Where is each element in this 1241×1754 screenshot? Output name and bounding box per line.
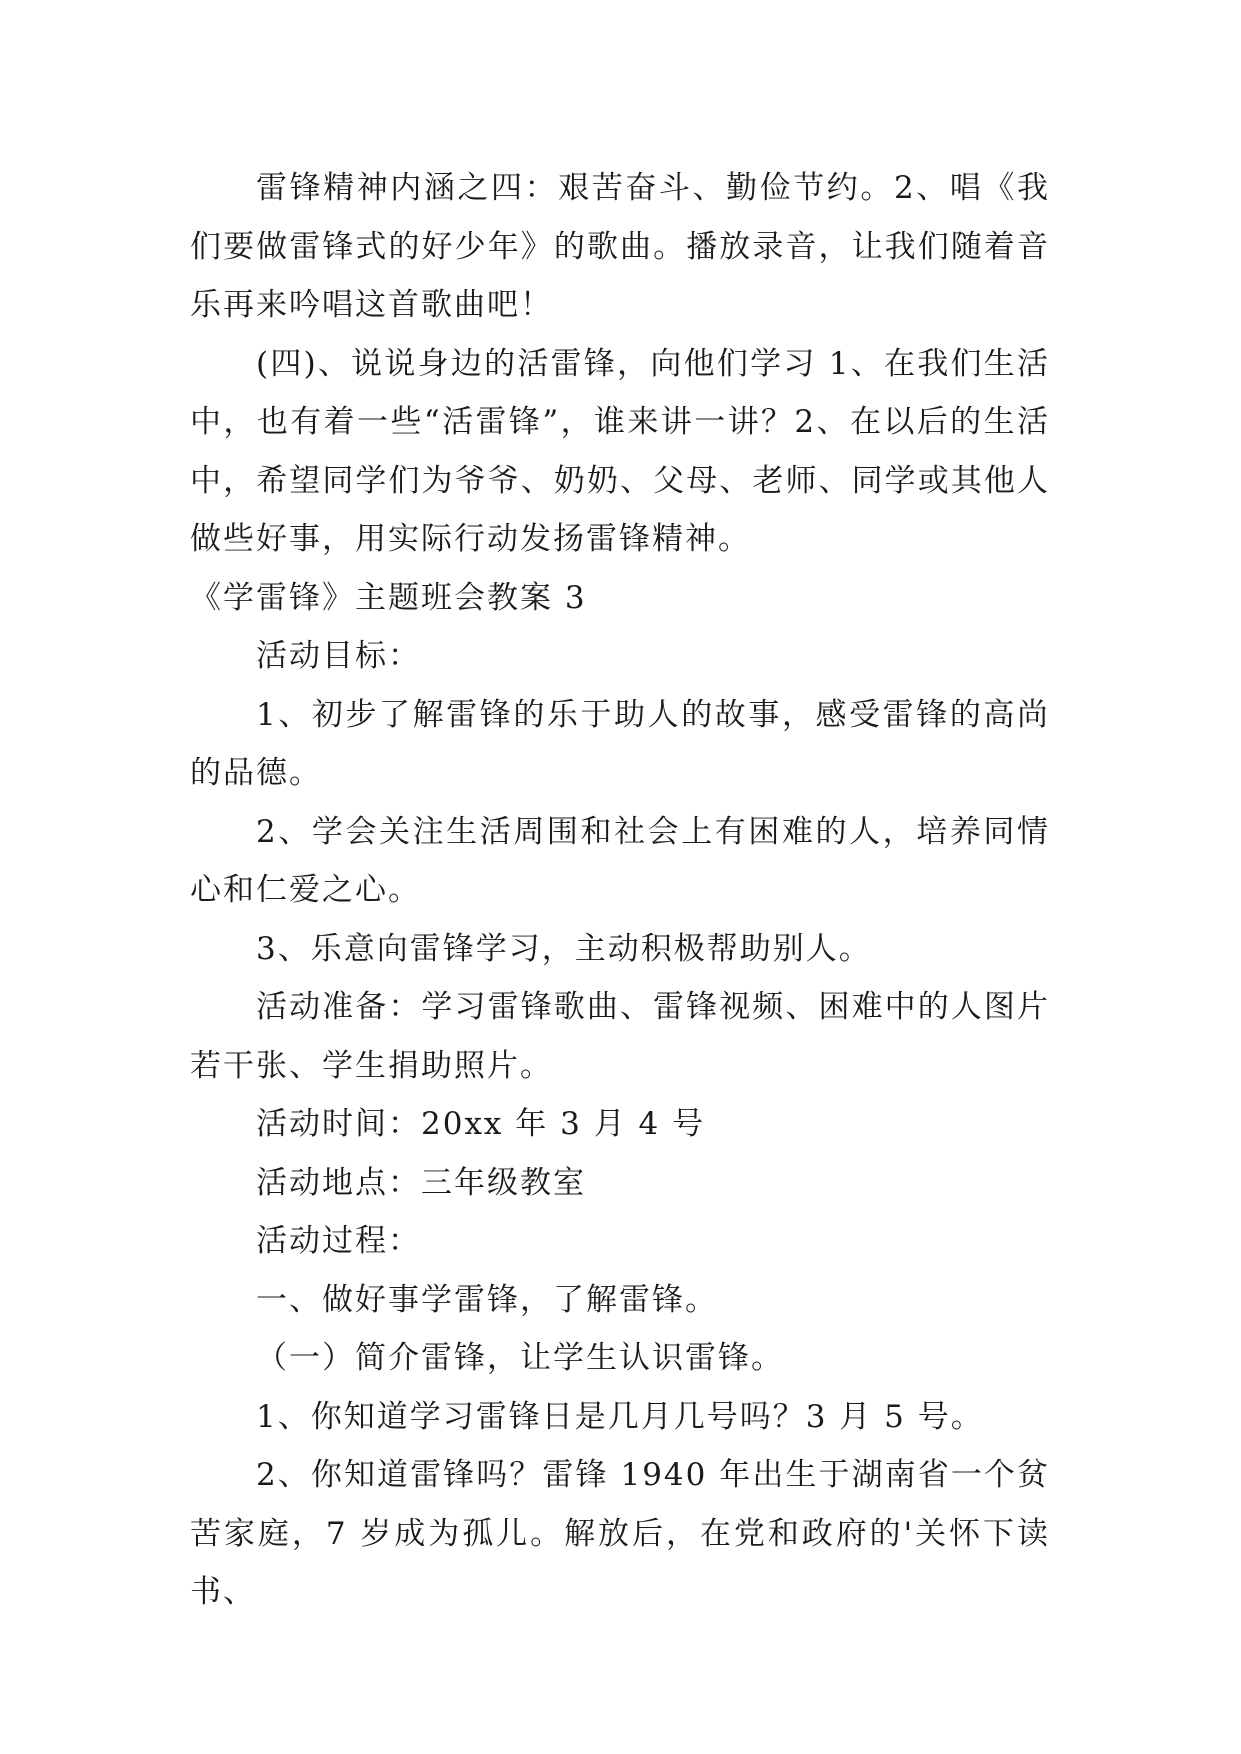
paragraph-living-leifeng: (四)、说说身边的活雷锋，向他们学习 1、在我们生活中，也有着一些“活雷锋”，谁来讲一讲？2、在以后的生活中，希望同学们为爷爷、奶奶、父母、老师、同学或其他人做些好事，用实际行动发扬雷锋精神。 — [190, 345, 1050, 557]
paragraph-step-one-sub: （一）简介雷锋，让学生认识雷锋。 — [256, 1340, 784, 1376]
paragraph-time: 活动时间：20xx 年 3 月 4 号 — [256, 1106, 706, 1142]
paragraph-preparation: 活动准备：学习雷锋歌曲、雷锋视频、困难中的人图片若干张、学生捐助照片。 — [190, 989, 1050, 1084]
section-heading: 《学雷锋》主题班会教案 3 — [190, 579, 587, 616]
paragraph-goal-2: 2、学会关注生活周围和社会上有困难的人，培养同情心和仁爱之心。 — [190, 813, 1050, 908]
paragraph-spirit-four: 雷锋精神内涵之四：艰苦奋斗、勤俭节约。2、唱《我们要做雷锋式的好少年》的歌曲。播放录音，让我们随着音乐再来吟唱这首歌曲吧！ — [190, 170, 1050, 323]
paragraph-question-2: 2、你知道雷锋吗？雷锋 1940 年出生于湖南省一个贫苦家庭，7 岁成为孤儿。解放后，在党和政府的'关怀下读书、 — [190, 1457, 1050, 1610]
paragraph-activity-goals-label: 活动目标： — [256, 638, 421, 674]
paragraph-question-1: 1、你知道学习雷锋日是几月几号吗？3 月 5 号。 — [256, 1398, 984, 1435]
paragraph-step-one: 一、做好事学雷锋，了解雷锋。 — [256, 1281, 718, 1318]
paragraph-process-label: 活动过程： — [256, 1223, 421, 1259]
paragraph-location: 活动地点：三年级教室 — [256, 1164, 586, 1201]
document-body — [190, 159, 1050, 1622]
paragraph-goal-3: 3、乐意向雷锋学习，主动积极帮助别人。 — [256, 930, 872, 967]
paragraph-goal-1: 1、初步了解雷锋的乐于助人的故事，感受雷锋的高尚的品德。 — [190, 696, 1050, 791]
